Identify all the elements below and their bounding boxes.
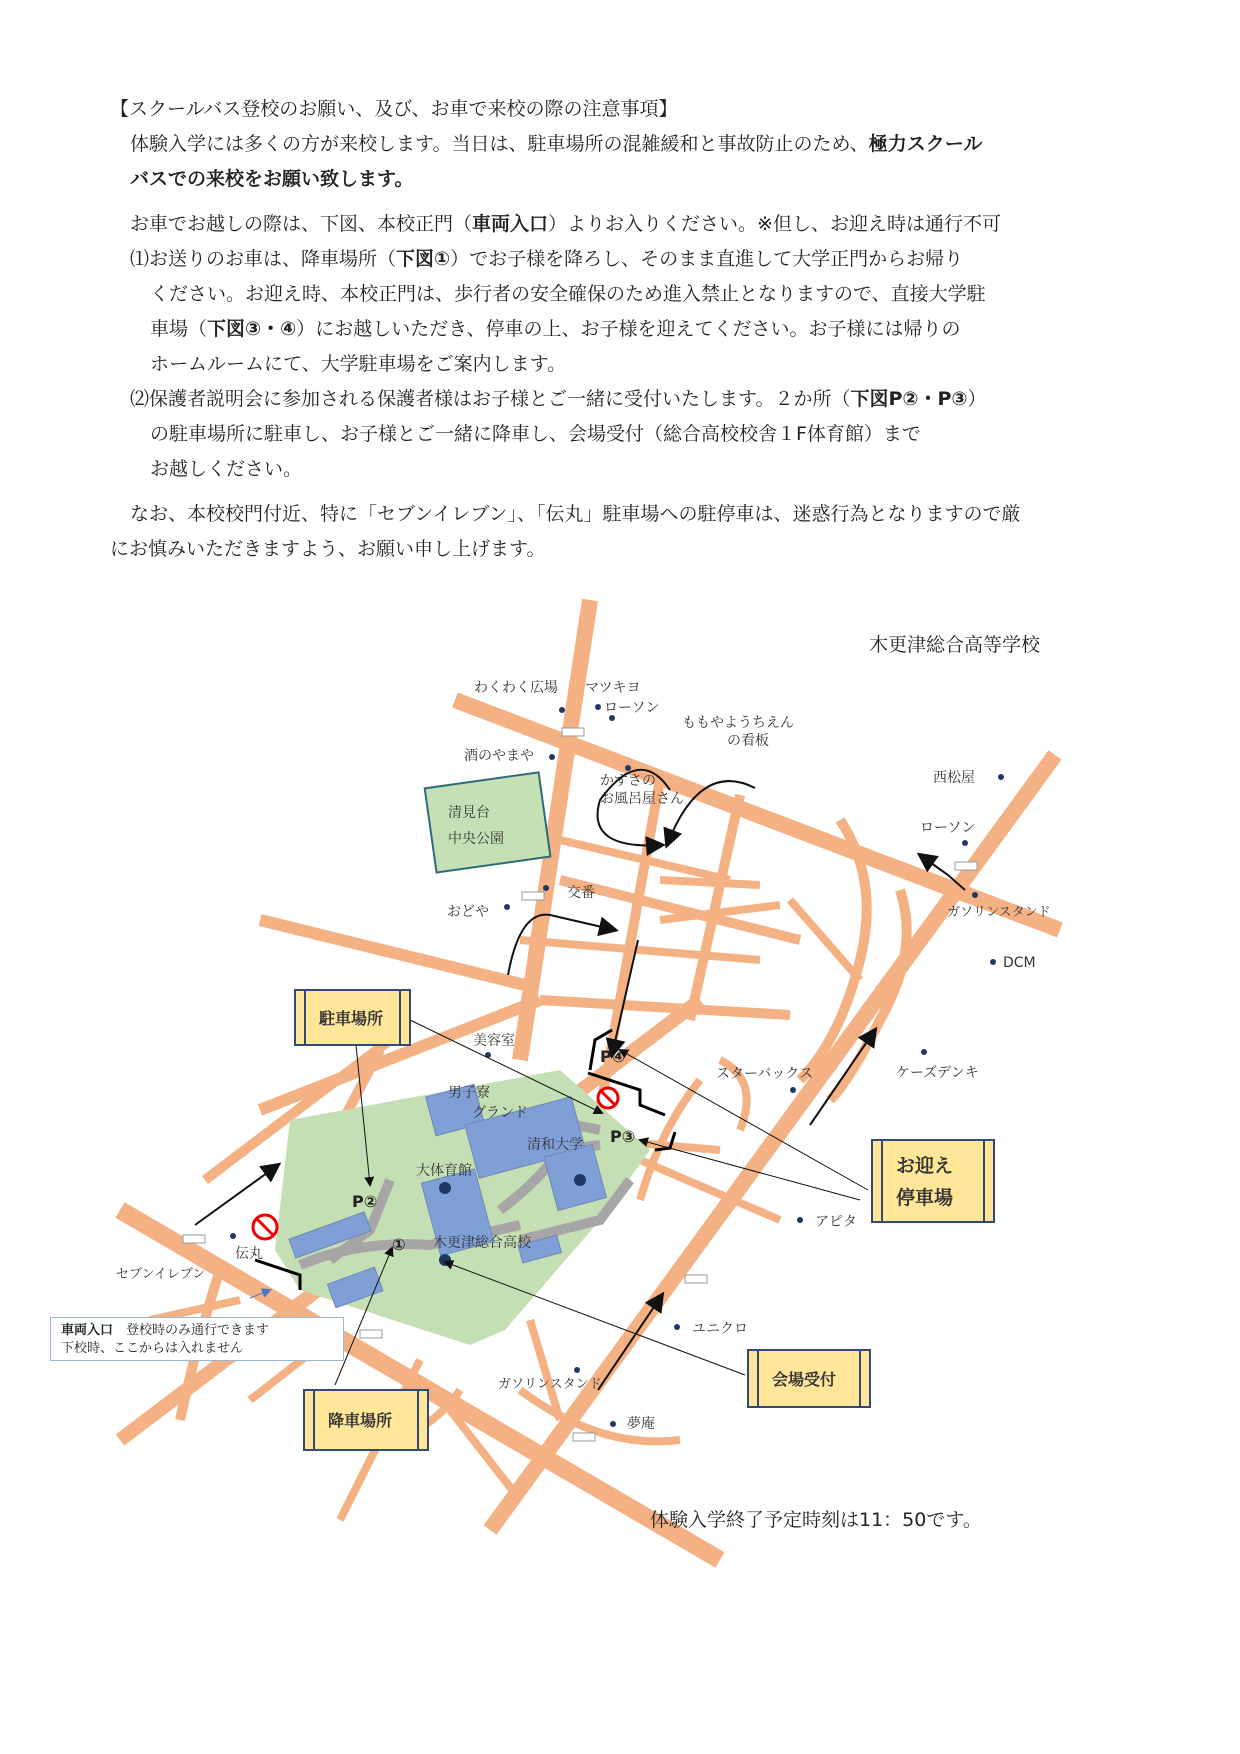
marker-p4: P④ [600, 1047, 626, 1066]
notice-line-1: 登校時のみ通行できます [126, 1323, 270, 1338]
park-label-1: 清見台 [448, 805, 490, 821]
marker-p3: P③ [610, 1127, 636, 1146]
label-kisarazu-hs: 木更津総合高校 [433, 1235, 531, 1251]
label-wakuwaku: わくわく広場 [474, 680, 558, 696]
label-starbucks: スターバックス [716, 1066, 814, 1082]
label-gas-east: ガソリンスタンド [947, 905, 1051, 920]
marker-one: ① [392, 1235, 406, 1254]
label-sakenoyamaya: 酒のやまや [464, 748, 534, 764]
svg-text:お迎え: お迎え [896, 1155, 954, 1177]
label-nishimatsuya: 西松屋 [933, 770, 975, 786]
no-entry-icon [598, 1088, 618, 1108]
svg-text:駐車場所: 駐車場所 [319, 1009, 384, 1028]
notice-item-1d: ホームルームにて、大学駐車場をご案内します。 [150, 353, 567, 375]
notice-item-1: ⑴お送りのお車は、降車場所（下図①）でお子様を降ろし、そのまま直進して大学正門からお帰り [130, 248, 964, 270]
label-dcm: DCM [1003, 955, 1036, 971]
label-lawson-north: ローソン [604, 700, 660, 716]
label-denmaru: 伝丸 [235, 1246, 263, 1262]
label-seiwa: 清和大学 [527, 1137, 583, 1153]
park-area [425, 772, 551, 872]
label-kazusa-1: かずさの [600, 773, 656, 789]
box-kosha [304, 1390, 428, 1450]
box-uketsuke [748, 1350, 870, 1407]
notice-item-2c: お越しください。 [150, 458, 303, 480]
label-matsukiyo: マツキヨ [585, 680, 641, 696]
box-omukae [872, 1140, 994, 1222]
notice-para-2: お車でお越しの際は、下図、本校正門（車両入口）よりお入りください。※但し、お迎え時は通行不可 [130, 213, 1001, 235]
vehicle-entrance-note [50, 1317, 344, 1361]
end-time-note: 体験入学終了予定時刻は11：50です。 [650, 1509, 982, 1531]
label-momoya-1: ももやようちえん [682, 715, 794, 731]
label-ksdenki: ケーズデンキ [896, 1065, 979, 1081]
map-school-title: 木更津総合高等学校 [869, 634, 1041, 656]
label-lawson-east: ローソン [920, 820, 976, 836]
svg-text:降車場所: 降車場所 [328, 1411, 393, 1430]
label-apita: アピタ [815, 1214, 857, 1230]
label-ground: グランド [472, 1105, 528, 1121]
notice-line-2: 下校時、ここからは入れません [61, 1341, 244, 1356]
notice-title: 【スクールバス登校のお願い、及び、お車で来校の際の注意事項】 [110, 98, 678, 120]
notice-para-3: なお、本校校門付近、特に「セブンイレブン」、「伝丸」駐車場への駐停車は、迷惑行為となりますので厳 [130, 503, 1021, 525]
label-kazusa-2: お風呂屋さん [600, 791, 684, 807]
label-gas-south: ガソリンスタンド [498, 1377, 602, 1392]
label-seven: セブンイレブン [116, 1267, 206, 1282]
notice-item-1b: ください。お迎え時、本校正門は、歩行者の安全確保のため進入禁止となりますので、直接大学駐 [150, 283, 986, 305]
notice-item-2b: の駐車場所に駐車し、お子様とご一緒に降車し、会場受付（総合高校校舎１F体育館）まで [150, 423, 921, 445]
park-label-2: 中央公園 [448, 831, 504, 847]
no-entry-icon [253, 1215, 277, 1239]
label-uniqlo: ユニクロ [692, 1321, 748, 1337]
label-danshiryo: 男子寮 [448, 1085, 490, 1101]
notice-para-3b: にお慎みいただきますよう、お願い申し上げます。 [110, 538, 546, 560]
notice-item-1c: 車場（下図③・④）にお越しいただき、停車の上、お子様を迎えてください。お子様には帰りの [150, 318, 961, 340]
label-koban: 交番 [567, 885, 595, 901]
notice-item-2: ⑵保護者説明会に参加される保護者様はお子様とご一緒に受付いたします。２か所（下図P②・P③） [130, 388, 987, 410]
label-odoya: おどや [447, 904, 489, 920]
label-biyoshitsu: 美容室 [473, 1033, 515, 1049]
label-yumean: 夢庵 [627, 1416, 655, 1432]
notice-para-1b: バスでの来校をお願い致します。 [130, 168, 414, 190]
label-gym: 大体育館 [416, 1163, 472, 1179]
notice-para-1: 体験入学には多くの方が来校します。当日は、駐車場所の混雑緩和と事故防止のため、極力スクール [130, 133, 983, 155]
notice-bold: 車両入口 [61, 1323, 114, 1338]
label-momoya-2: の看板 [727, 733, 769, 749]
svg-text:会場受付: 会場受付 [772, 1370, 837, 1389]
svg-text:停車場: 停車場 [896, 1187, 954, 1209]
box-chushajo [295, 990, 410, 1045]
marker-p2: P② [352, 1192, 378, 1211]
